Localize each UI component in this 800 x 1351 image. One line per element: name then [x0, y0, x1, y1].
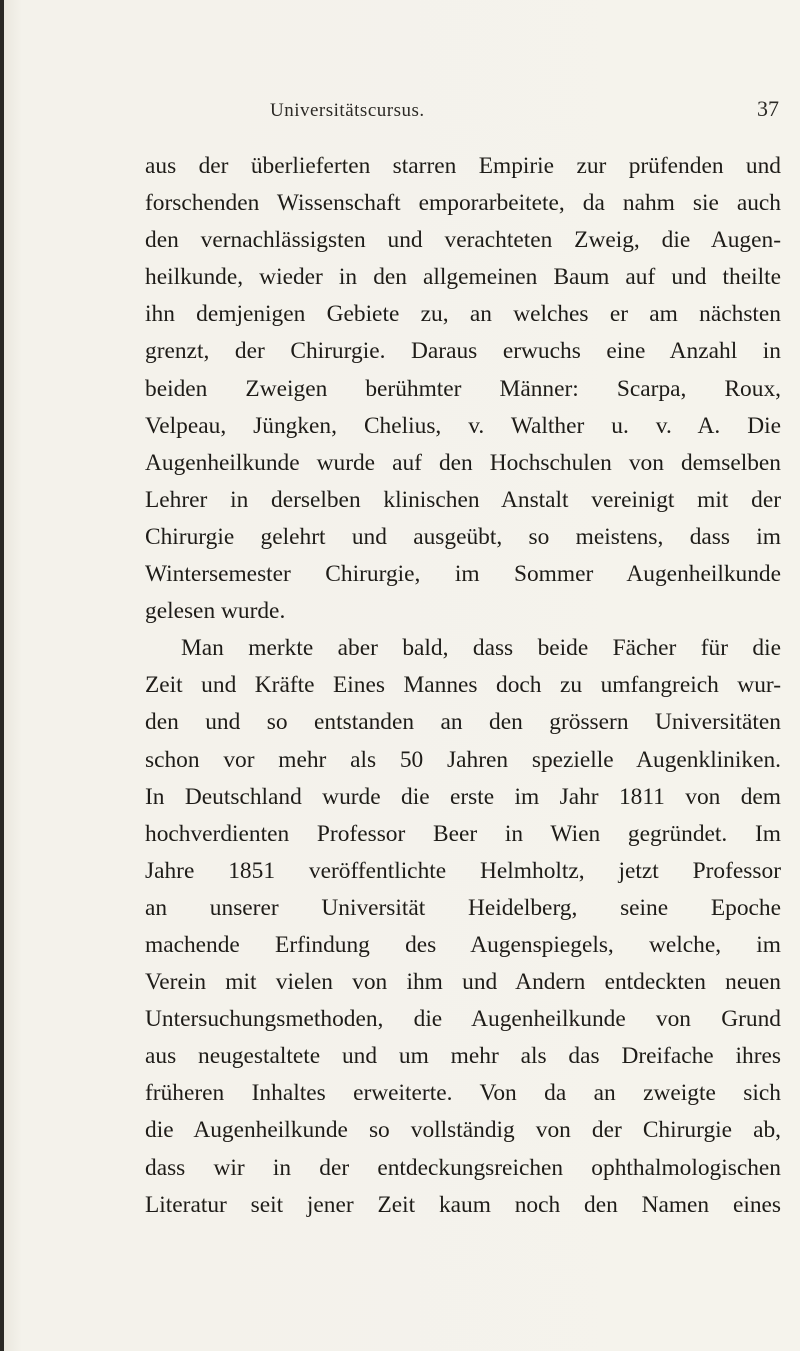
paragraph-end-line: gelesen wurde. [145, 598, 286, 625]
text-line: den vernachlässigsten und verachteten Zweig, die Augen- [145, 227, 781, 254]
text-line: aus der überlieferten starren Empirie zur prüfenden und [145, 153, 781, 179]
text-line: die Augenheilkunde so vollständig von der Chirurgie ab, [145, 1117, 781, 1144]
text-line: Augenheilkunde wurde auf den Hochschulen von demselben [145, 449, 781, 476]
text-line: Chirurgie gelehrt und ausgeübt, so meistens, dass im [145, 523, 781, 550]
text-line: Literatur seit jener Zeit kaum noch den Namen eines [145, 1191, 781, 1218]
text-line: Wintersemester Chirurgie, im Sommer Augenheilkunde [145, 561, 781, 588]
text-line: schon vor mehr als 50 Jahren spezielle Augenkliniken. [145, 746, 781, 773]
text-line: an unserer Universität Heidelberg, seine Epoche [145, 894, 781, 921]
paragraph-start-line: Man merkte aber bald, dass beide Fächer für die [181, 635, 781, 662]
text-line: ihn demjenigen Gebiete zu, an welches er am nächsten [145, 301, 781, 328]
text-line: Verein mit vielen von ihm und Andern entdeckten neuen [145, 969, 781, 996]
page-binding-edge [0, 0, 4, 1351]
text-line: aus neugestaltete und um mehr als das Dreifache ihres [145, 1043, 781, 1070]
text-line: forschenden Wissenschaft emporarbeitete, da nahm sie auch [145, 190, 781, 217]
text-line: dass wir in der entdeckungsreichen ophthalmologischen [145, 1154, 781, 1181]
text-line: Zeit und Kräfte Eines Mannes doch zu umfangreich wur- [145, 672, 781, 699]
text-line: beiden Zweigen berühmter Männer: Scarpa, Roux, [145, 375, 781, 402]
page-number: 37 [757, 96, 779, 121]
text-line: Jahre 1851 veröffentlichte Helmholtz, jetzt Professor [145, 857, 781, 884]
text-line: Velpeau, Jüngken, Chelius, v. Walther u. v. A. Die [145, 412, 781, 439]
text-line: den und so entstanden an den grössern Universitäten [145, 709, 781, 736]
text-line: grenzt, der Chirurgie. Daraus erwuchs eine Anzahl in [145, 338, 781, 365]
text-line: Lehrer in derselben klinischen Anstalt vereinigt mit der [145, 486, 781, 513]
text-line: machende Erfindung des Augenspiegels, welche, im [145, 931, 781, 958]
text-line: früheren Inhaltes erweiterte. Von da an zweigte sich [145, 1080, 781, 1107]
text-line: Untersuchungsmethoden, die Augenheilkunde von Grund [145, 1006, 781, 1033]
text-line: hochverdienten Professor Beer in Wien gegründet. Im [145, 820, 781, 847]
text-line: heilkunde, wieder in den allgemeinen Baum auf und theilte [145, 264, 781, 291]
running-title: Universitätscursus. [270, 100, 425, 121]
text-line: In Deutschland wurde die erste im Jahr 1811 von dem [145, 783, 781, 810]
body-text [145, 148, 781, 1224]
